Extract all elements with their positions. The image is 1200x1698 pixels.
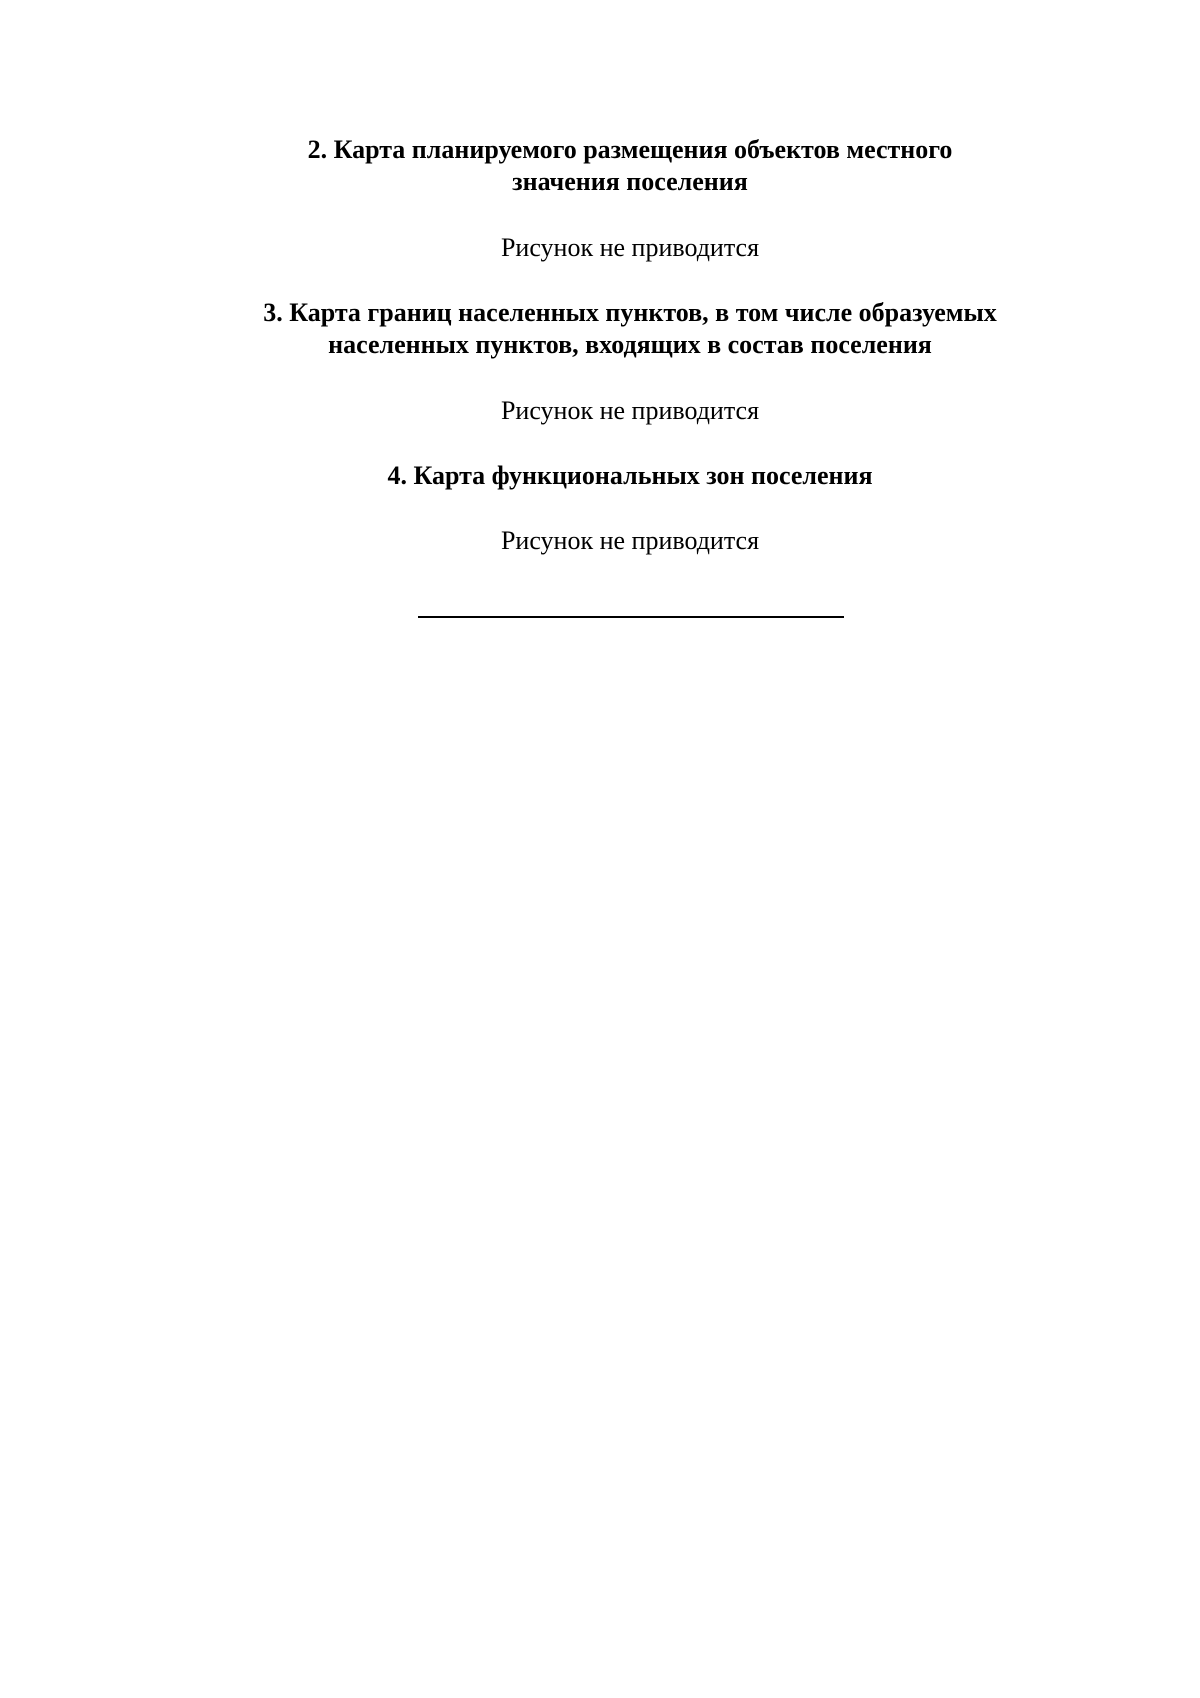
section-2-title-line-1: 2. Карта планируемого размещения объектов местного bbox=[307, 135, 953, 164]
end-divider-line bbox=[418, 616, 844, 618]
section-4-figure-note: Рисунок не приводится bbox=[500, 526, 760, 555]
section-2-title-line-2: значения поселения bbox=[512, 167, 748, 196]
section-2-title bbox=[180, 134, 1080, 198]
section-3-title-line-2: населенных пунктов, входящих в состав поселения bbox=[328, 330, 932, 359]
section-4-title bbox=[180, 460, 1080, 492]
section-4-title-line-1: 4. Карта функциональных зон поселения bbox=[387, 461, 873, 490]
section-3-figure-note: Рисунок не приводится bbox=[500, 396, 760, 425]
section-3-title bbox=[180, 297, 1080, 361]
section-2-figure-note: Рисунок не приводится bbox=[500, 233, 760, 262]
section-3-title-line-1: 3. Карта границ населенных пунктов, в том числе образуемых bbox=[263, 298, 997, 327]
